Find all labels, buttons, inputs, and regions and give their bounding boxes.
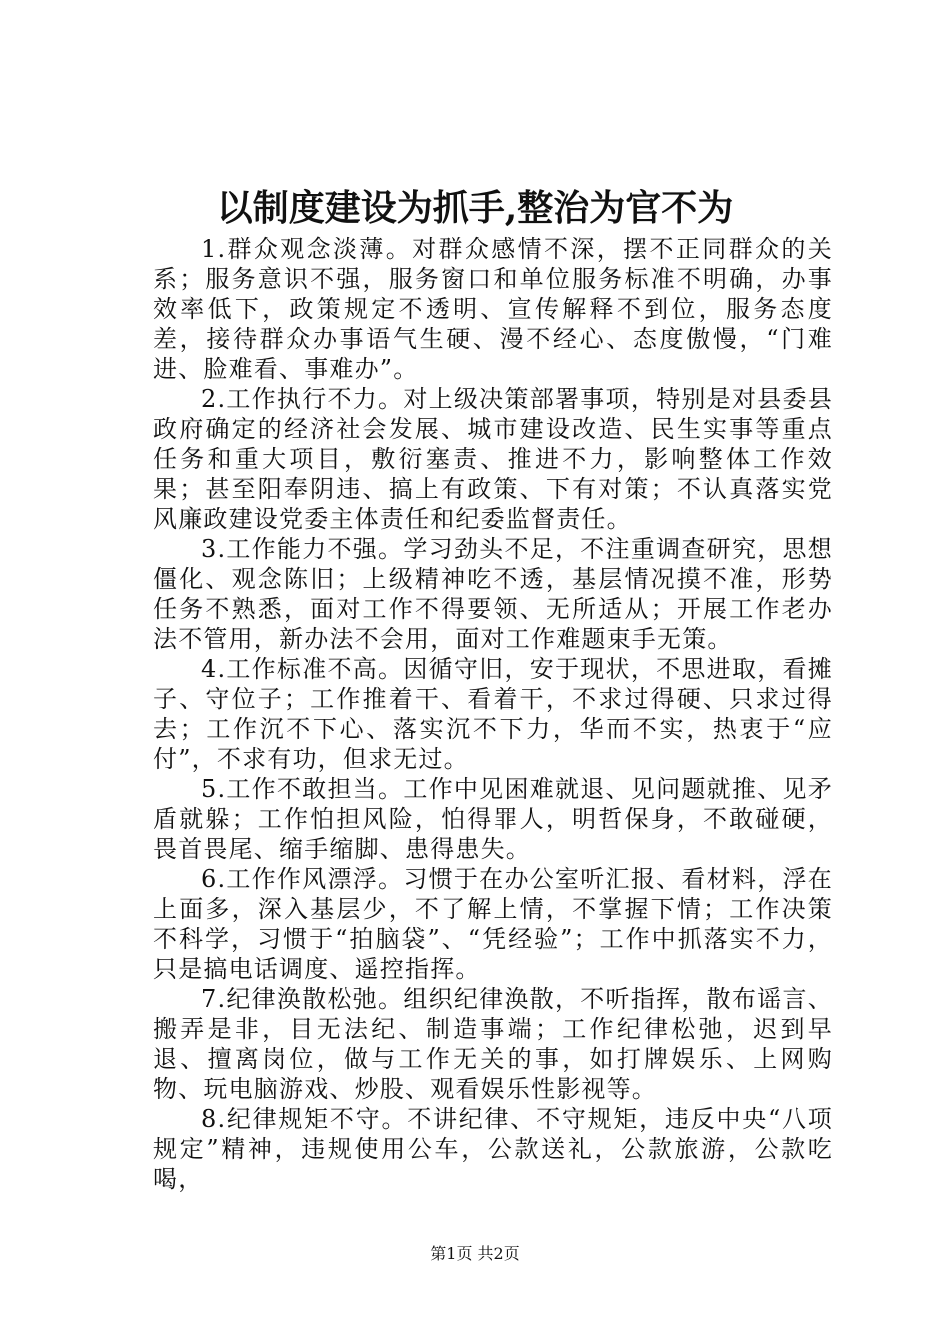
paragraph-2: 2.工作执行不力。对上级决策部署事项，特别是对县委县政府确定的经济社会发展、城市建设改造、民生实事等重点任务和重大项目，敷衍塞责、推进不力，影响整体工作效果；甚至阳奉阴违、搞上有政策、下有对策；不认真落实党风廉政建设党委主体责任和纪委监督责任。: [153, 385, 833, 533]
paragraph-5: 5.工作不敢担当。工作中见困难就退、见问题就推、见矛盾就躲；工作怕担风险，怕得罪人，明哲保身，不敢碰硬，畏首畏尾、缩手缩脚、患得患失。: [153, 775, 833, 863]
paragraph-6: 6.工作作风漂浮。习惯于在办公室听汇报、看材料，浮在上面多，深入基层少，不了解上情，不掌握下情；工作决策不科学，习惯于“拍脑袋”、“凭经验”；工作中抓落实不力，只是搞电话调度、遥控指挥。: [153, 865, 833, 983]
paragraph-4: 4.工作标准不高。因循守旧，安于现状，不思进取，看摊子、守位子；工作推着干、看着干，不求过得硬、只求过得去；工作沉不下心、落实沉不下力，华而不实，热衷于“应付”，不求有功，但求无过。: [153, 655, 833, 773]
paragraph-8: 8.纪律规矩不守。不讲纪律、不守规矩，违反中央“八项规定”精神，违规使用公车，公款送礼，公款旅游，公款吃喝，: [153, 1105, 833, 1193]
paragraph-1: 1.群众观念淡薄。对群众感情不深，摆不正同群众的关系；服务意识不强，服务窗口和单位服务标准不明确，办事效率低下，政策规定不透明、宣传解释不到位，服务态度差，接待群众办事语气生硬、漫不经心、态度傲慢，“门难进、脸难看、事难办”。: [153, 235, 833, 383]
document-title: 以制度建设为抓手,整治为官不为: [216, 187, 734, 229]
paragraph-7: 7.纪律涣散松弛。组织纪律涣散，不听指挥，散布谣言、搬弄是非，目无法纪、制造事端；工作纪律松弛，迟到早退、擅离岗位，做与工作无关的事，如打牌娱乐、上网购物、玩电脑游戏、炒股、观看娱乐性影视等。: [153, 985, 833, 1103]
document-body: [153, 234, 833, 1194]
page-footer: 第1页 共2页: [430, 1244, 520, 1263]
paragraph-3: 3.工作能力不强。学习劲头不足，不注重调查研究，思想僵化、观念陈旧；上级精神吃不透，基层情况摸不准，形势任务不熟悉，面对工作不得要领、无所适从；开展工作老办法不管用，新办法不会用，面对工作难题束手无策。: [153, 535, 833, 653]
